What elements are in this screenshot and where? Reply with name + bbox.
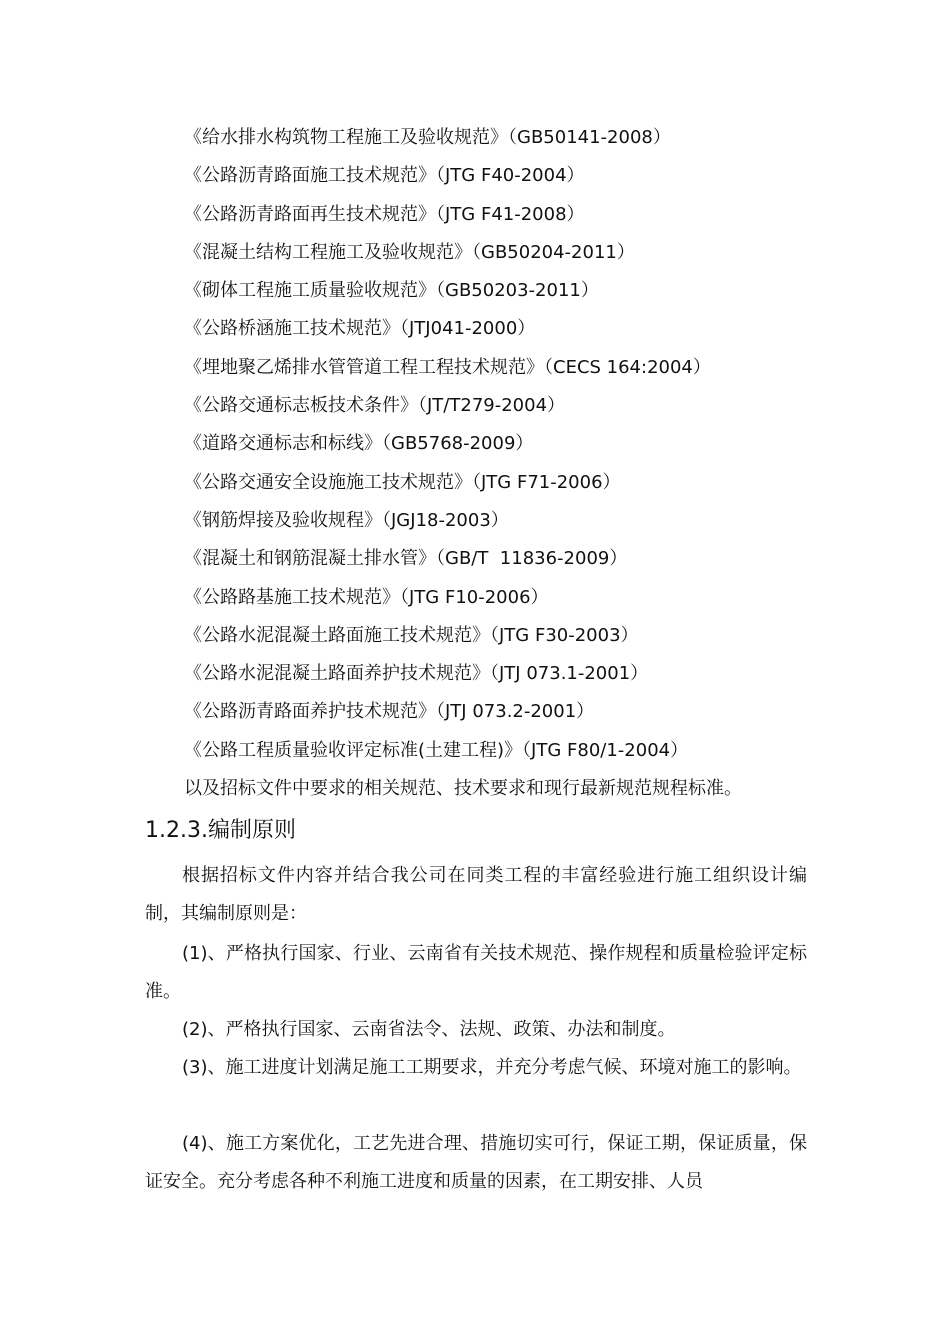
principle-paragraph: (2)、严格执行国家、云南省法令、法规、政策、办法和制度。 [182,1019,676,1040]
standard-item: 《公路交通安全设施施工技术规范》（JTG F71-2006） [184,471,621,493]
standard-item: 《公路交通标志板技术条件》（JT/T279-2004） [184,395,566,417]
standard-item: 《公路沥青路面施工技术规范》（JTG F40-2004） [184,165,585,187]
section-heading: 1.2.3.编制原则 [145,818,296,843]
standard-item: 《给水排水构筑物工程施工及验收规范》（GB50141-2008） [184,127,671,148]
standard-item: 《埋地聚乙烯排水管管道工程工程技术规范》（CECS 164:2004） [184,356,711,378]
standard-item: 《公路桥涵施工技术规范》（JTJ041-2000） [184,318,536,340]
standard-item: 《混凝土结构工程施工及验收规范》（GB50204-2011） [184,241,635,263]
intro-paragraph: 根据招标文件内容并结合我公司在同类工程的丰富经验进行施工组织设计编制，其编制原则是： [145,865,807,924]
principle-paragraph: (1)、严格执行国家、行业、云南省有关技术规范、操作规程和质量检验评定标准。 [145,943,807,1002]
standard-item: 《道路交通标志和标线》（GB5768-2009） [184,433,534,455]
standard-item: 《公路路基施工技术规范》（JTG F10-2006） [184,586,549,608]
standard-item: 《公路水泥混凝土路面养护技术规范》（JTJ 073.1-2001） [184,663,649,685]
standard-item: 《公路水泥混凝土路面施工技术规范》（JTG F30-2003） [184,624,639,646]
standards-closing-line: 以及招标文件中要求的相关规范、技术要求和现行最新规范规程标准。 [184,778,742,800]
principle-paragraph: (4)、施工方案优化，工艺先进合理、措施切实可行，保证工期，保证质量，保证安全。充分考虑各种不利施工进度和质量的因素，在工期安排、人员 [145,1133,807,1192]
standard-item: 《公路沥青路面养护技术规范》（JTJ 073.2-2001） [184,701,595,723]
standards-list [184,119,742,808]
principle-paragraph: (3)、施工进度计划满足施工工期要求，并充分考虑气候、环境对施工的影响。 [182,1057,802,1078]
standard-item: 《钢筋焊接及验收规程》（JGJ18-2003） [184,509,509,531]
standard-item: 《砌体工程施工质量验收规范》（GB50203-2011） [184,280,599,302]
standard-item: 《公路工程质量验收评定标准(土建工程)》（JTG F80/1-2004） [184,739,689,761]
standard-item: 《公路沥青路面再生技术规范》（JTG F41-2008） [184,203,585,225]
standard-item: 《混凝土和钢筋混凝土排水管》（GB/T 11836-2009） [184,548,628,570]
